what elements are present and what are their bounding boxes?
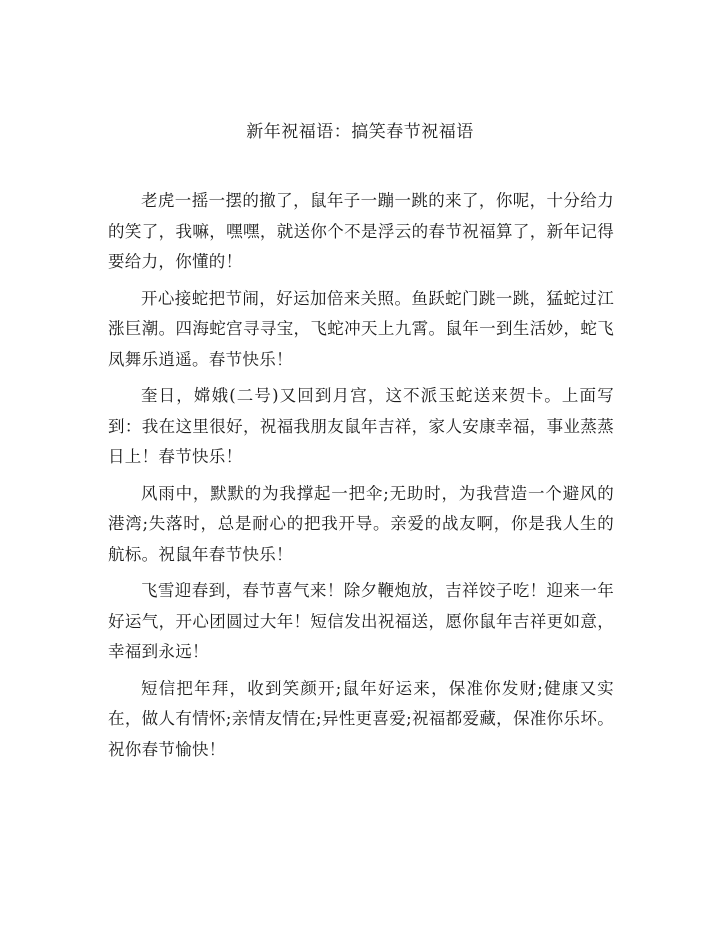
paragraph-3: 奎日，嫦娥(二号)又回到月宫，这不派玉蛇送来贺卡。上面写到：我在这里很好，祝福我朋友鼠年吉祥，家人安康幸福，事业蒸蒸日上！春节快乐！ — [108, 386, 614, 466]
paragraph-4: 风雨中，默默的为我撑起一把伞;无助时，为我营造一个避风的港湾;失落时，总是耐心的把我开导。亲爱的战友啊，你是我人生的航标。祝鼠年春节快乐！ — [108, 483, 614, 564]
document-title: 新年祝福语：搞笑春节祝福语 — [246, 122, 474, 142]
paragraph-5: 飞雪迎春到，春节喜气来！除夕鞭炮放，吉祥饺子吃！迎来一年好运气，开心团圆过大年！短信发出祝福送，愿你鼠年吉祥更如意，幸福到永远！ — [108, 581, 614, 661]
paragraph-2: 开心接蛇把节闹，好运加倍来关照。鱼跃蛇门跳一跳，猛蛇过江涨巨潮。四海蛇宫寻寻宝，飞蛇冲天上九霄。鼠年一到生活妙，蛇飞凤舞乐逍遥。春节快乐！ — [108, 288, 614, 369]
paragraph-6: 短信把年拜，收到笑颜开;鼠年好运来，保准你发财;健康又实在，做人有情怀;亲情友情在;异性更喜爱;祝福都爱藏，保准你乐坏。祝你春节愉快！ — [108, 678, 614, 759]
document-body — [108, 186, 614, 771]
paragraph-1: 老虎一摇一摆的撤了，鼠年子一蹦一跳的来了，你呢，十分给力的笑了，我嘛，嘿嘿，就送你个不是浮云的春节祝福算了，新年记得要给力，你懂的！ — [108, 191, 614, 271]
